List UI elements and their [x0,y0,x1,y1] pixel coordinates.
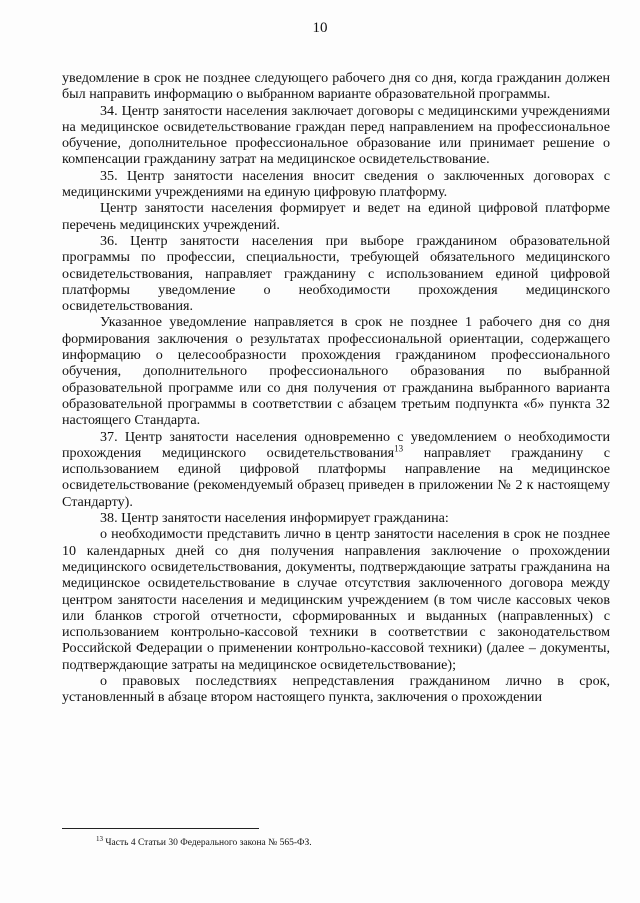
footnote-divider [62,828,259,829]
body-text [62,70,610,706]
paragraph: 38. Центр занятости населения информирует гражданина: [100,510,449,527]
footnote [96,833,312,849]
footnote-number: 13 [96,835,103,843]
footnote-text: Часть 4 Статьи 30 Федерального закона № 565-ФЗ. [103,838,312,849]
paragraph: Указанное уведомление направляется в срок не позднее 1 рабочего дня со дня формирования заключения о результатах профессиональной ориентации, содержащего информацию о целесообразности прохождения гражданином профессионального обучения, дополнительного профессионального образования по выбранной образовательной программе или со дня получения от гражданина выбранного варианта образовательной программы в соответствии с абзацем третьим подпункта «б» пункта 32 настоящего Стандарта. [62,314,610,429]
paragraph: Центр занятости населения формирует и ведет на единой цифровой платформе перечень медицинских учреждений. [62,200,610,233]
paragraph: о необходимости представить лично в центр занятости населения в срок не позднее 10 календарных дней со дня получения направления заключение о прохождении медицинского освидетельствования, документы, подтверждающие затраты гражданина на медицинское освидетельствование в случае отсутствия заключенного договора между центром занятости населения и медицинским учреждением (в том числе кассовых чеков или бланков строгой отчетности, сформированных и выданных (направленных) с использованием контрольно-кассовой техники в соответствии с законодательством Российской Федерации о применении контрольно-кассовой техники) (далее – документы, подтверждающие затраты на медицинское освидетельствование); [62,526,610,673]
paragraph: уведомление в срок не позднее следующего рабочего дня со дня, когда гражданин должен был направить информацию о выбранном варианте образовательной программы. [62,70,610,103]
paragraph-text-after: направляет гражданину с использованием единой цифровой платформы направление на медицинское освидетельствование (рекомендуемый образец приведен в приложении № 2 к настоящему Стандарту). [62,444,610,510]
paragraph: 36. Центр занятости населения при выборе гражданином образовательной программы по профессии, специальности, требующей обязательного медицинского освидетельствования, направляет гражданину с использованием единой цифровой платформы уведомление о необходимости прохождения медицинского освидетельствования. [62,232,610,315]
paragraph-text-before: 37. Центр занятости населения одновременно с уведомлением о необходимости прохождения медицинского освидетельствования [62,428,610,461]
footnote-reference: 13 [394,443,404,454]
paragraph: 35. Центр занятости населения вносит сведения о заключенных договорах с медицинскими учреждениями на единую цифровую платформу. [62,167,610,201]
paragraph: 34. Центр занятости населения заключает договоры с медицинскими учреждениями на медицинское освидетельствование граждан перед направлением на профессиональное обучение, дополнительное профессиональное образование или принимает решение о компенсации гражданину затрат на медицинское освидетельствование. [62,102,610,168]
page-number: 10 [312,20,328,36]
paragraph: о правовых последствиях непредставления гражданином лично в срок, установленный в абзаце втором настоящего пункта, заключения о прохождении [62,672,610,706]
paragraph-with-footnote [62,429,610,510]
